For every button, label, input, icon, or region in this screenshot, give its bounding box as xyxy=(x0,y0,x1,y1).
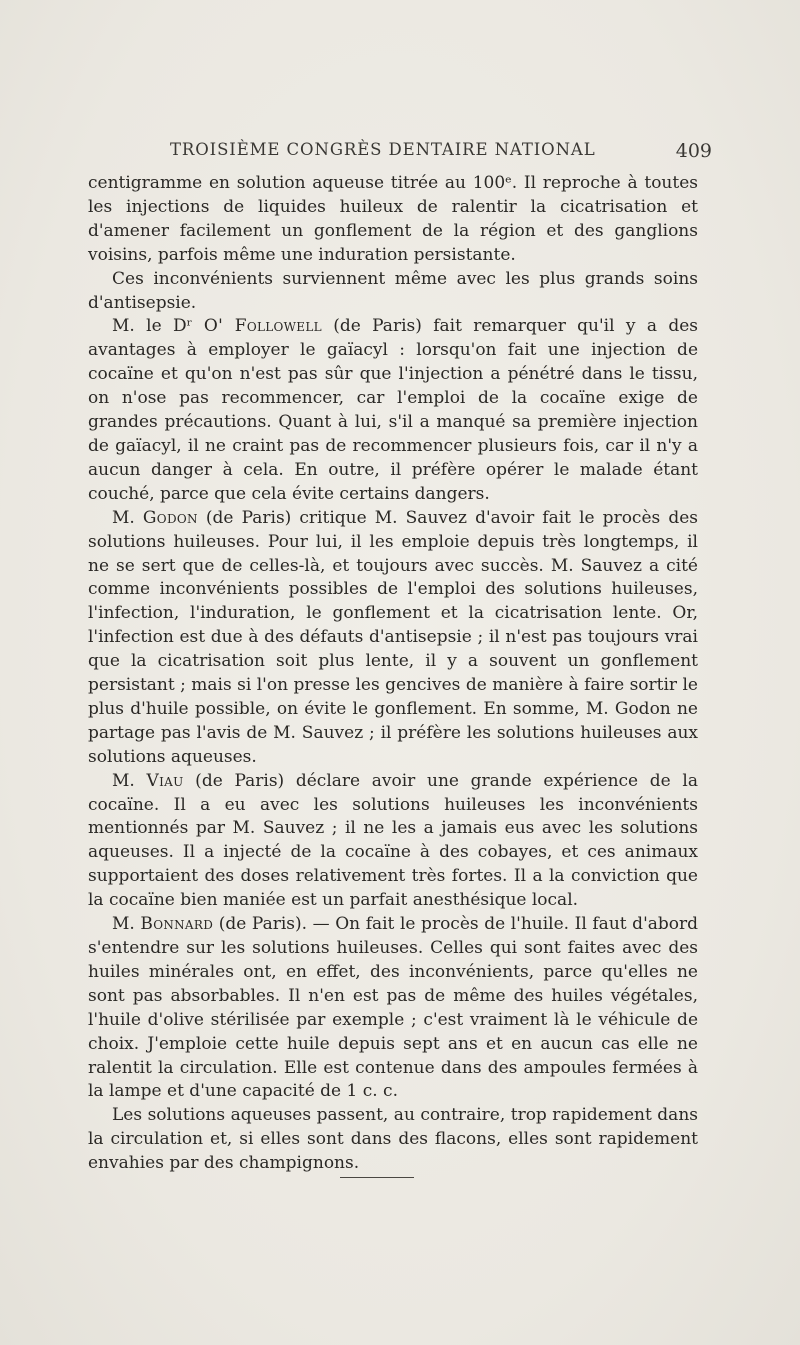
paragraph-text: (de Paris). — On fait le procès de l'huile. Il faut d'abord s'entendre sur les solutions huileuses. Celles qui sont faites avec des huiles minérales ont, en effet, des inconvénients, parce qu'elles ne sont pas absorbables. Il n'en est pas de même des huiles végétales, l'huile d'olive stérilisée par exemple ; c'est vraiment là le véhicule de choix. J'emploie cette huile depuis sept ans et en aucun cas elle ne ralentit la circulation. Elle est contenue dans des ampoules fermées à la lampe et d'une capacité de 1 c. c. xyxy=(88,914,698,1102)
paragraph-text: centigramme en solution aqueuse titrée au 100ᵉ. Il reproche à toutes les injections de liquides huileux de ralentir la cicatrisation et d'amener facilement un gonflement de la région et des ganglions voisins, parfois même une induration persistante. xyxy=(88,173,698,265)
paragraph xyxy=(88,1104,698,1176)
running-title: TROISIÈME CONGRÈS DENTAIRE NATIONAL xyxy=(170,140,596,159)
paragraph-text: Les solutions aqueuses passent, au contraire, trop rapidement dans la circulation et, si elles sont dans des flacons, elles sont rapidement envahies par des champignons. xyxy=(88,1105,698,1174)
running-header xyxy=(88,140,712,166)
paragraph-viau xyxy=(88,770,698,913)
speaker-name: Bonnard xyxy=(140,914,214,935)
paragraph-text: Ces inconvénients surviennent même avec les plus grands soins d'antisepsie. xyxy=(88,268,698,313)
paragraph-followell xyxy=(88,315,698,506)
paragraph-godon xyxy=(88,507,698,770)
paragraph-bonnard xyxy=(88,913,698,1104)
speaker-name: Godon xyxy=(142,507,198,528)
speaker-prefix: M. xyxy=(112,770,147,791)
paragraph-text: (de Paris) déclare avoir une grande expérience de la cocaïne. Il a eu avec les solutions huileuses les inconvénients mentionnés par M. Sauvez ; il ne les a jamais eus avec les solutions aqueuses. Il a injecté de la cocaïne à des cobayes, et ces animaux supportaient des doses relativement très fortes. Il a la conviction que la cocaïne bien maniée est un parfait anesthésique local. xyxy=(88,770,698,911)
paragraph-continuation xyxy=(88,172,698,268)
page-number: 409 xyxy=(675,140,712,162)
speaker-prefix: M. xyxy=(112,507,143,528)
body-text xyxy=(88,172,698,1176)
paragraph xyxy=(88,268,698,316)
speaker-prefix: M. xyxy=(112,914,141,935)
speaker-prefix: M. le Dʳ xyxy=(112,316,204,337)
section-end-rule xyxy=(340,1177,414,1178)
paragraph-text: (de Paris) fait remarquer qu'il y a des avantages à employer le gaïacyl : lorsqu'on fait une injection de cocaïne et qu'on n'est pas sûr que l'injection a pénétré dans le tissu, on n'ose pas recommencer, car l'emploi de la cocaïne exige de grandes précautions. Quant à lui, s'il a manqué sa première injection de gaïacyl, il ne craint pas de recommencer plusieurs fois, car il n'y a aucun danger à cela. En outre, il préfère opérer le malade étant couché, parce que cela évite certains dangers. xyxy=(88,316,698,504)
speaker-name: O' Followell xyxy=(203,316,322,337)
speaker-name: Viau xyxy=(146,770,184,791)
paragraph-text: (de Paris) critique M. Sauvez d'avoir fait le procès des solutions huileuses. Pour lui, il les emploie depuis très longtemps, il ne se sert que de celles-là, et toujours avec succès. M. Sauvez a cité comme inconvénients possibles de l'emploi des solutions huileuses, l'infection, l'induration, le gonflement et la cicatrisation lente. Or, l'infection est due à des défauts d'antisepsie ; il n'est pas toujours vrai que la cicatrisation soit plus lente, il y a souvent un gonflement persistant ; mais si l'on presse les gencives de manière à faire sortir le plus d'huile possible, on évite le gonflement. En somme, M. Godon ne partage pas l'avis de M. Sauvez ; il préfère les solutions huileuses aux solutions aqueuses. xyxy=(88,507,698,767)
